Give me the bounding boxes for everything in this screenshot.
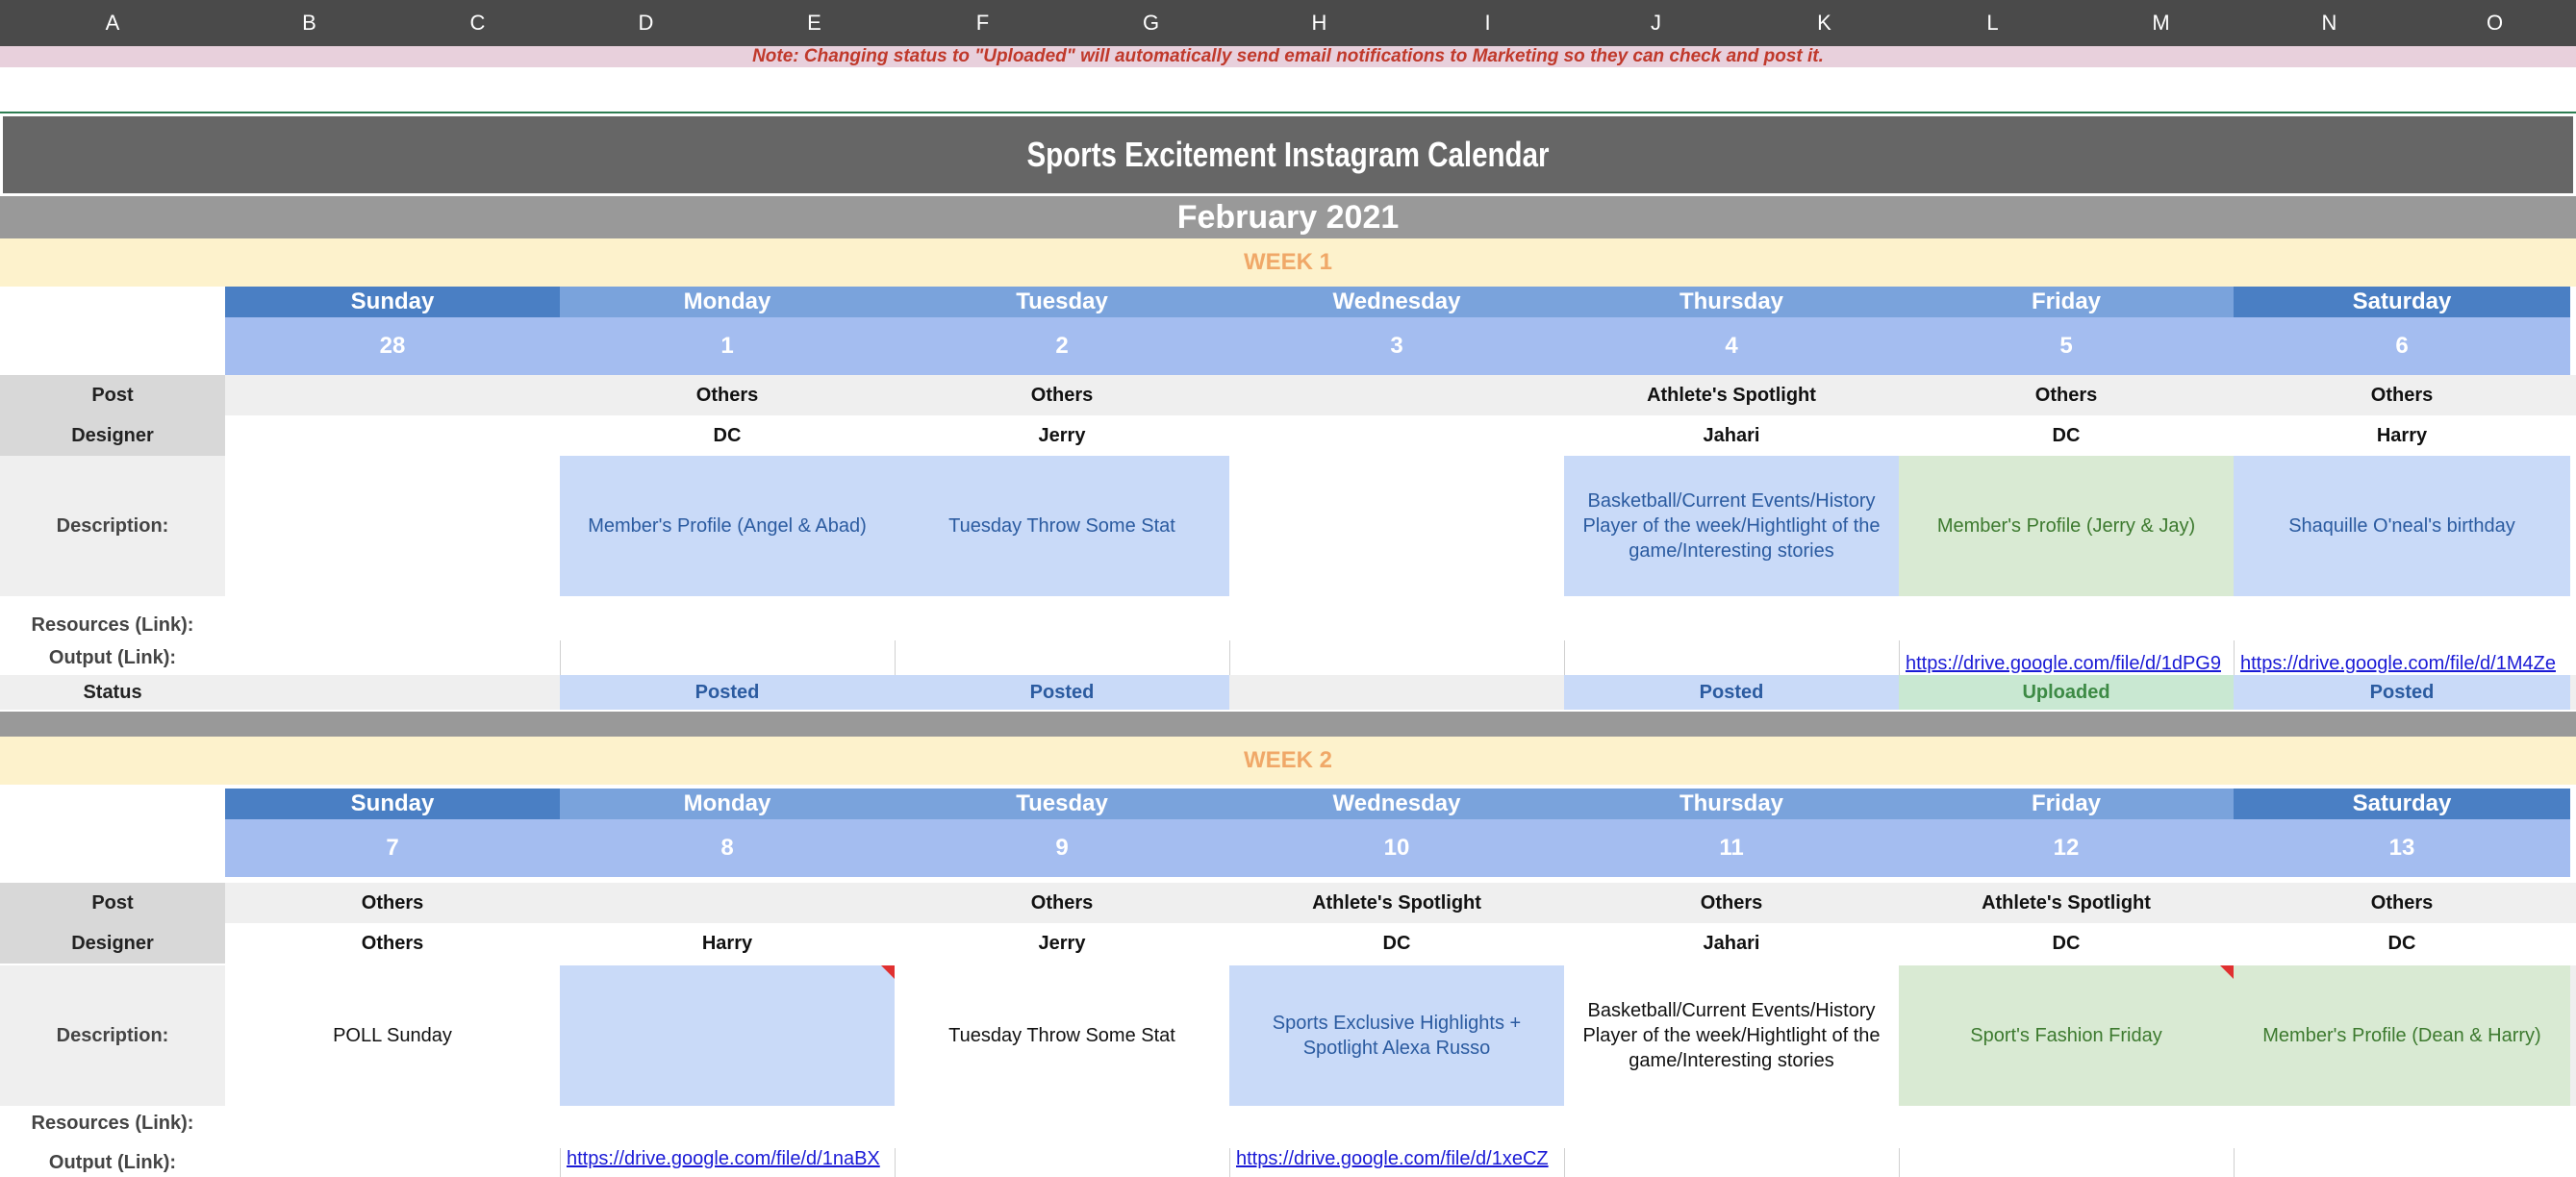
col-header-k[interactable]: K [1817,11,1831,35]
post-cell[interactable]: Others [1030,384,1094,406]
description-cell[interactable]: Member's Profile (Angel & Abad) [560,456,895,596]
month-title[interactable]: February 2021 [1176,198,1400,236]
date-cell[interactable]: 11 [1564,819,1899,877]
output-cell[interactable] [1899,1148,2234,1177]
output-cell[interactable] [1564,640,1899,675]
post-cell[interactable]: Others [2034,384,2098,406]
output-link[interactable]: https://drive.google.com/file/d/1dPG9 [1899,640,2234,675]
week-2-day-row [0,789,2576,819]
col-header-h[interactable]: H [1311,11,1327,35]
col-header-g[interactable]: G [1142,11,1160,35]
week-2-post-row [0,883,2576,923]
description-cell[interactable] [225,456,560,596]
output-cell[interactable] [895,640,1229,675]
designer-cell[interactable] [1229,415,1564,456]
description-cell[interactable]: Tuesday Throw Some Stat [895,456,1229,596]
post-cell[interactable]: Others [1700,891,1763,914]
week-1-resources-row [0,606,2576,644]
page-title: Sports Excitement Instagram Calendar [1026,135,1550,174]
designer-cell[interactable]: DC [1382,932,1411,954]
day-header-monday[interactable]: Monday [560,287,895,317]
week-1-output-row [0,640,2576,675]
col-header-n[interactable]: N [2321,11,2337,35]
date-cell[interactable]: 13 [2234,819,2570,877]
status-label: Status [83,681,142,703]
description-cell[interactable]: Member's Profile (Dean & Harry) [2234,965,2570,1106]
description-label: Description: [0,965,225,1106]
post-cell[interactable]: Others [695,384,759,406]
col-header-i[interactable]: I [1484,11,1491,35]
status-cell[interactable] [225,675,560,710]
week-1-date-row [0,317,2576,375]
resources-label: Resources (Link): [31,614,194,636]
week-2-resources-row [0,1106,2576,1140]
day-header-saturday[interactable]: Saturday [2234,789,2570,819]
description-cell[interactable]: Member's Profile (Jerry & Jay) [1899,456,2234,596]
designer-cell[interactable]: DC [713,424,742,446]
post-cell[interactable]: Athlete's Spotlight [1982,891,2151,914]
post-cell[interactable]: Others [361,891,424,914]
week-1-day-row [0,287,2576,317]
week-separator [0,712,2576,737]
date-cell[interactable]: 4 [1564,317,1899,375]
output-cell[interactable] [560,640,895,675]
output-label: Output (Link): [48,646,177,668]
output-link[interactable]: https://drive.google.com/file/d/1xeCZ [1229,1148,1564,1177]
week-2-output-row [0,1148,2576,1177]
date-cell[interactable]: 10 [1229,819,1564,877]
status-cell[interactable] [1229,675,1564,710]
day-header-tuesday[interactable]: Tuesday [895,287,1229,317]
description-cell[interactable] [1899,965,2234,1106]
designer-cell[interactable]: Jerry [1038,932,1086,954]
description-cell[interactable] [560,965,895,1106]
comment-indicator-icon[interactable] [881,965,895,979]
comment-indicator-icon[interactable] [2220,965,2234,979]
day-header-thursday[interactable]: Thursday [1564,789,1899,819]
output-label: Output (Link): [48,1151,177,1173]
resources-label: Resources (Link): [31,1112,194,1134]
designer-cell[interactable] [225,415,560,456]
designer-cell[interactable]: DC [2052,932,2081,954]
description-cell[interactable]: POLL Sunday [225,965,560,1106]
designer-cell[interactable]: Others [361,932,424,954]
date-cell[interactable]: 3 [1229,317,1564,375]
post-cell[interactable]: Others [2370,384,2434,406]
description-cell[interactable]: Shaquille O'neal's birthday [2234,456,2570,596]
designer-cell[interactable]: Jahari [1703,424,1760,446]
week-2-designer-row [0,923,2576,964]
calendar-title-cell[interactable] [0,113,2576,196]
designer-label: Designer [0,923,225,964]
col-header-c[interactable]: C [469,11,486,35]
week-2-label[interactable]: WEEK 2 [1243,747,1332,773]
status-cell[interactable]: Posted [1564,675,1899,710]
description-cell[interactable]: Basketball/Current Events/History Player of the week/Hightlight of the game/Interesting stories [1564,456,1899,596]
week-1-description-row [0,456,2576,596]
description-cell[interactable]: Tuesday Throw Some Stat [895,965,1229,1106]
designer-cell[interactable]: Jerry [1038,424,1086,446]
post-cell[interactable] [560,883,895,923]
post-label: Post [0,883,225,923]
col-header-a[interactable]: A [105,11,120,35]
date-cell[interactable]: 8 [560,819,895,877]
col-header-f[interactable]: F [975,11,990,35]
date-cell[interactable]: 1 [560,317,895,375]
status-cell[interactable]: Posted [560,675,895,710]
week-1-label[interactable]: WEEK 1 [1243,249,1332,275]
output-cell[interactable] [2234,1148,2570,1177]
post-cell[interactable]: Athlete's Spotlight [1312,891,1481,914]
designer-cell[interactable]: Harry [2376,424,2428,446]
output-cell[interactable] [895,1148,1229,1177]
day-header-thursday[interactable]: Thursday [1564,287,1899,317]
output-cell[interactable] [1564,1148,1899,1177]
description-cell[interactable]: Sports Exclusive Highlights + Spotlight Alexa Russo [1229,965,1564,1106]
col-header-b[interactable]: B [302,11,316,35]
month-row [0,196,2576,238]
week-2-bar [0,737,2576,785]
date-cell[interactable]: 9 [895,819,1229,877]
designer-cell[interactable]: DC [2052,424,2081,446]
day-header-monday[interactable]: Monday [560,789,895,819]
post-cell[interactable]: Others [1030,891,1094,914]
post-cell[interactable] [1229,375,1564,415]
description-cell[interactable]: Basketball/Current Events/History Player of the week/Hightlight of the game/Interesting stories [1564,965,1899,1106]
description-label: Description: [0,456,225,596]
week-1-designer-row [0,415,2576,456]
column-header-strip [0,0,2576,46]
output-cell[interactable] [1229,640,1564,675]
week-1-status-row [0,675,2576,710]
status-note[interactable]: Note: Changing status to "Uploaded" will automatically send email notifications to Marketing so they can check and post it. [752,46,1824,66]
designer-cell[interactable]: Harry [701,932,753,954]
week-1-post-row [0,375,2576,415]
week-1-bar [0,238,2576,287]
day-header-wednesday[interactable]: Wednesday [1229,789,1564,819]
col-header-d[interactable]: D [638,11,654,35]
date-cell[interactable]: 2 [895,317,1229,375]
date-cell[interactable]: 6 [2234,317,2570,375]
day-header-saturday[interactable]: Saturday [2234,287,2570,317]
status-cell[interactable]: Uploaded [1899,675,2234,710]
week-2-date-row [0,819,2576,877]
designer-label: Designer [0,415,225,456]
output-link[interactable]: https://drive.google.com/file/d/1M4Ze [2234,640,2570,675]
col-header-j[interactable]: J [1651,11,1661,35]
description-cell[interactable] [1229,456,1564,596]
col-header-l[interactable]: L [1986,11,1999,35]
post-cell[interactable]: Others [2370,891,2434,914]
date-cell[interactable]: 5 [1899,317,2234,375]
output-link[interactable]: https://drive.google.com/file/d/1naBX [560,1148,895,1177]
week-2-description-row [0,965,2576,1106]
day-header-wednesday[interactable]: Wednesday [1229,287,1564,317]
status-cell[interactable]: Posted [895,675,1229,710]
col-header-e[interactable]: E [807,11,821,35]
col-header-m[interactable]: M [2152,11,2170,35]
description-text: Sport's Fashion Friday [1970,1025,2162,1046]
col-header-o[interactable]: O [2486,11,2504,35]
post-cell[interactable] [225,375,560,415]
day-header-friday[interactable]: Friday [1899,287,2234,317]
date-cell[interactable]: 12 [1899,819,2234,877]
status-cell[interactable]: Posted [2234,675,2570,710]
post-label: Post [0,375,225,415]
day-header-sunday[interactable]: Sunday [225,789,560,819]
date-cell[interactable]: 28 [225,317,560,375]
day-header-friday[interactable]: Friday [1899,789,2234,819]
designer-cell[interactable]: Jahari [1703,932,1760,954]
day-header-sunday[interactable]: Sunday [225,287,560,317]
designer-cell[interactable]: DC [2387,932,2416,954]
note-row [0,46,2576,67]
day-header-tuesday[interactable]: Tuesday [895,789,1229,819]
post-cell[interactable]: Athlete's Spotlight [1647,384,1816,406]
date-cell[interactable]: 7 [225,819,560,877]
